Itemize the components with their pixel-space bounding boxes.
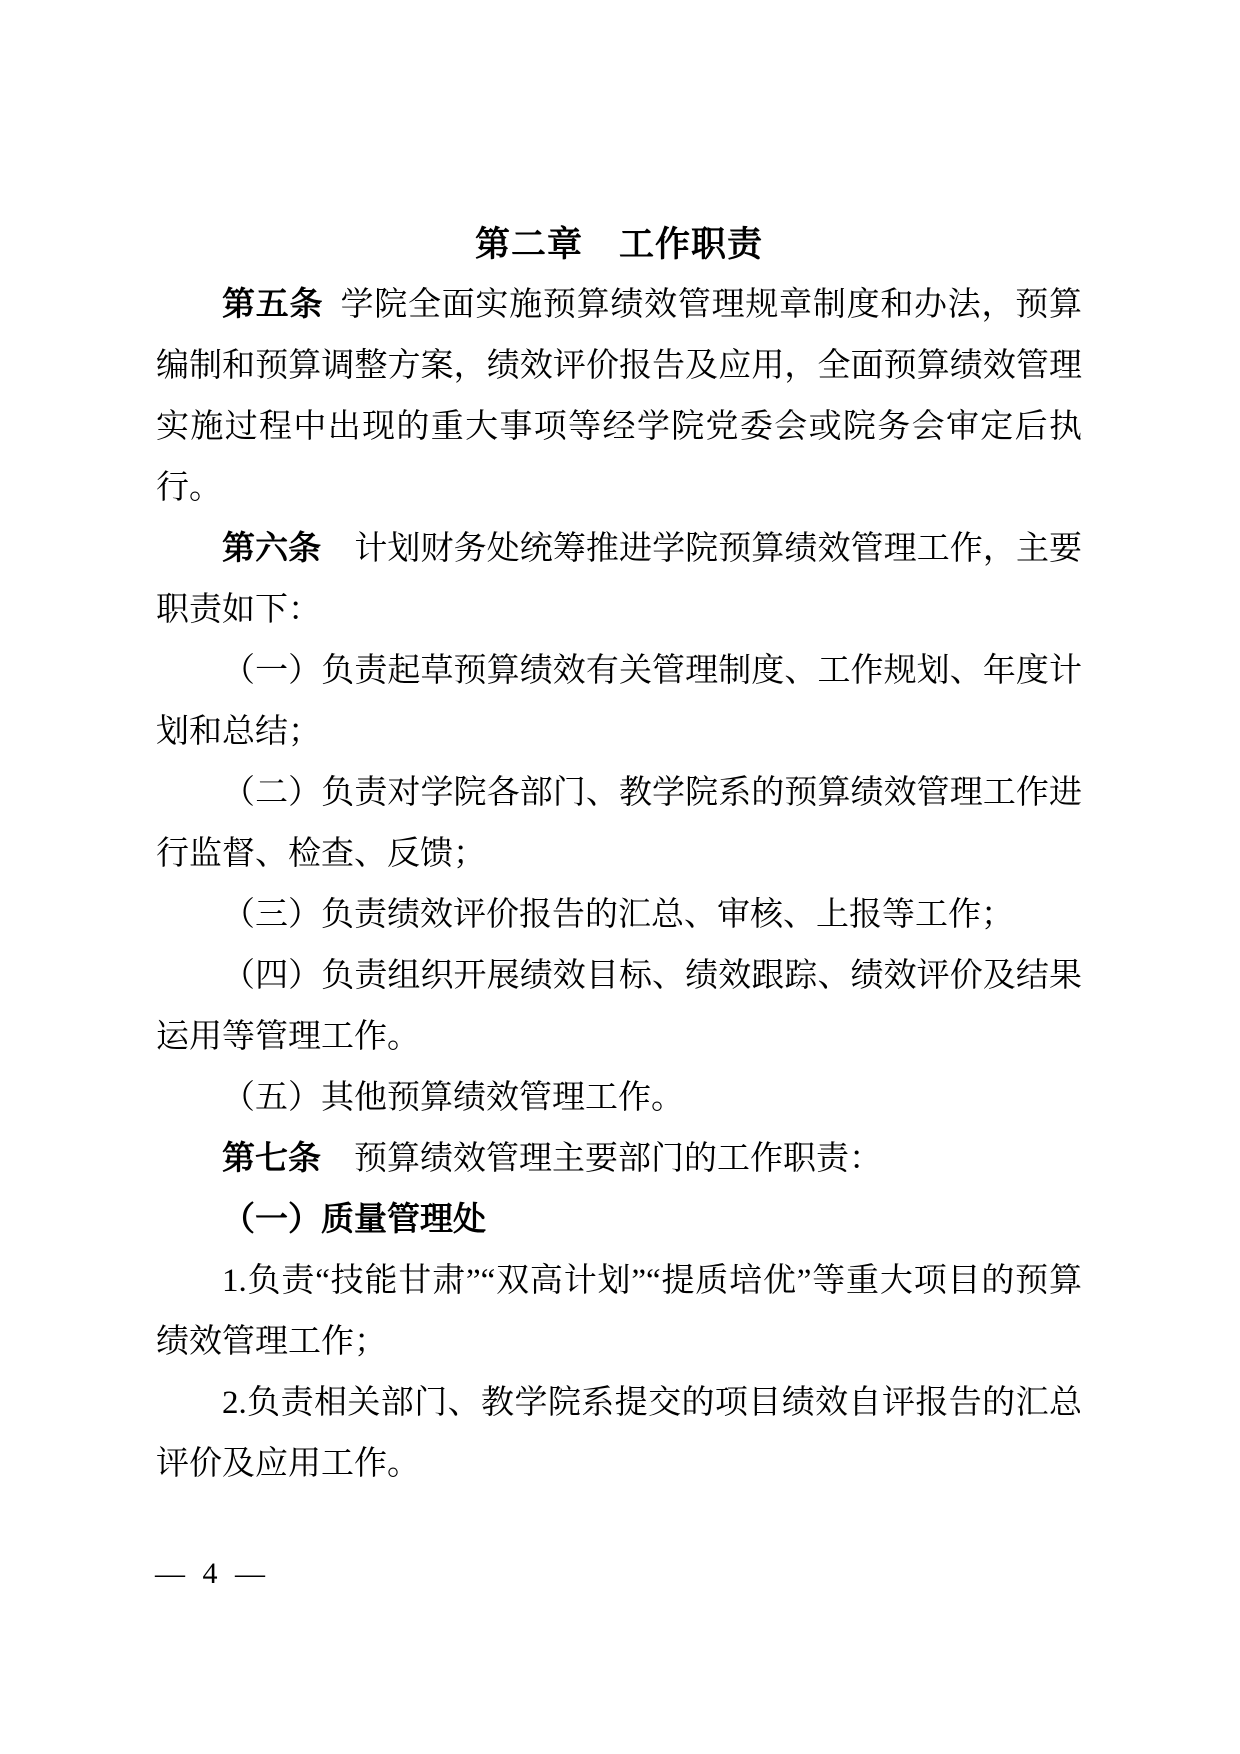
paragraph-text: 计划财务处统筹推进学院预算绩效管理工作，主要职责如下： (156, 531, 1083, 628)
paragraph-list (156, 275, 1082, 1495)
chapter-title: 第二章 工作职责 (474, 225, 763, 264)
paragraph (156, 763, 1082, 885)
paragraph-text: （一）质量管理处 (222, 1202, 486, 1238)
article-label: 第六条 (222, 531, 322, 567)
paragraph-text: 预算绩效管理主要部门的工作职责： (354, 1141, 882, 1177)
article-label: 第五条 (222, 287, 324, 323)
paragraph-text: 学院全面实施预算绩效管理规章制度和办法，预算编制和预算调整方案，绩效评价报告及应用，全面预算绩效管理实施过程中出现的重大事项等经学院党委会或院务会审定后执行。 (156, 287, 1083, 506)
paragraph (156, 641, 1082, 763)
page-number: — 4 — (155, 1557, 268, 1590)
paragraph (156, 1251, 1082, 1373)
paragraph (156, 946, 1082, 1068)
paragraph-text: 1.负责“技能甘肃”“双高计划”“提质培优”等重大项目的预算绩效管理工作； (156, 1263, 1082, 1360)
paragraph-text: （二）负责对学院各部门、教学院系的预算绩效管理工作进行监督、检查、反馈； (156, 775, 1082, 872)
paragraph-text: （五）其他预算绩效管理工作。 (222, 1080, 684, 1116)
paragraph-text: （三）负责绩效评价报告的汇总、审核、上报等工作； (222, 897, 1014, 933)
paragraph-text: （四）负责组织开展绩效目标、绩效跟踪、绩效评价及结果运用等管理工作。 (156, 958, 1082, 1055)
page-footer (155, 1556, 268, 1592)
document-content (156, 214, 1082, 1495)
paragraph (156, 885, 1082, 946)
paragraph (156, 1068, 1082, 1129)
paragraph-text: （一）负责起草预算绩效有关管理制度、工作规划、年度计划和总结； (156, 653, 1082, 750)
paragraph (156, 1129, 1082, 1190)
paragraph (156, 519, 1082, 641)
article-label: 第七条 (222, 1141, 321, 1177)
paragraph (156, 1190, 1082, 1251)
paragraph (156, 275, 1082, 519)
paragraph (156, 1373, 1082, 1495)
paragraph-text: 2.负责相关部门、教学院系提交的项目绩效自评报告的汇总评价及应用工作。 (156, 1385, 1082, 1482)
